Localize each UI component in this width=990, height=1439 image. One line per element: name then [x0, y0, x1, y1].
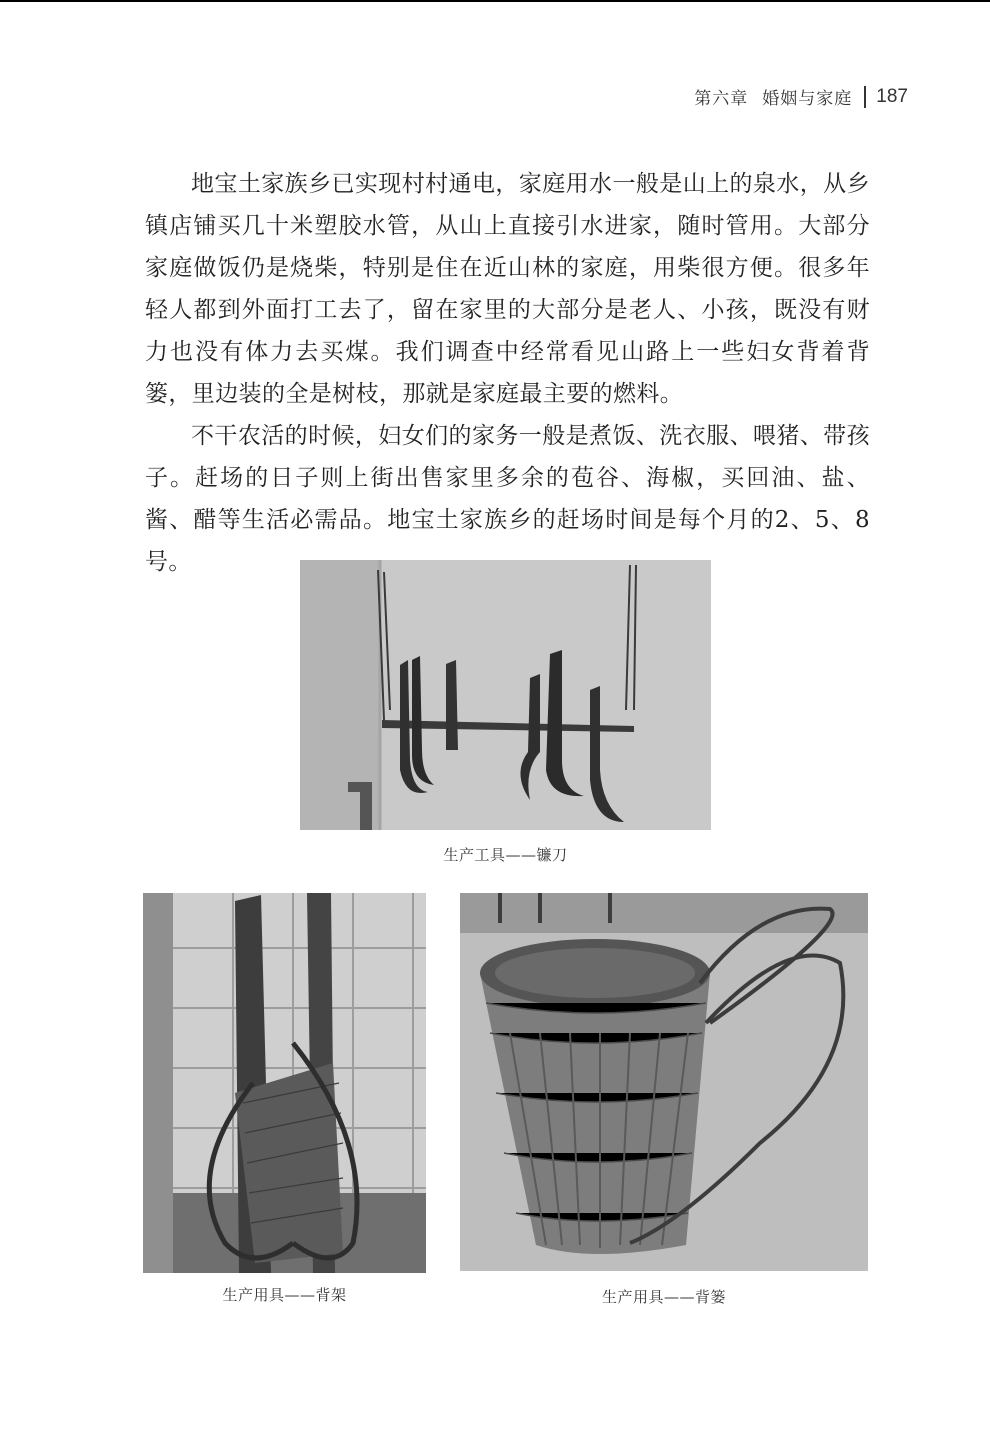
page-number: 187: [876, 85, 908, 107]
back-basket-caption: 生产用具——背篓: [601, 1288, 726, 1306]
paragraph-2: 不干农活的时候，妇女们的家务一般是煮饭、洗衣服、喂猪、带孩子。赶场的日子则上街出售家里多余的苞谷、海椒，买回油、盐、酱、醋等生活必需品。地宝土家族乡的赶场时间是每个月的2、5、8号。: [145, 423, 870, 575]
back-frame-photo: [143, 893, 426, 1273]
back-frame-caption: 生产用具——背架: [222, 1286, 347, 1304]
chapter-label: 第六章: [694, 89, 749, 109]
sickles-caption: 生产工具——镰刀: [443, 846, 568, 864]
body-text: [145, 163, 870, 583]
sickles-photo: [300, 560, 711, 830]
back-basket-photo: [460, 893, 868, 1271]
running-header: [694, 84, 908, 109]
page-top-rule: [0, 0, 990, 2]
header-divider: [864, 86, 866, 108]
paragraph-1: 地宝土家族乡已实现村村通电，家庭用水一般是山上的泉水，从乡镇店铺买几十米塑胶水管，从山上直接引水进家，随时管用。大部分家庭做饭仍是烧柴，特别是住在近山林的家庭，用柴很方便。很多年轻人都到外面打工去了，留在家里的大部分是老人、小孩，既没有财力也没有体力去买煤。我们调查中经常看见山路上一些妇女背着背篓，里边装的全是树枝，那就是家庭最主要的燃料。: [145, 171, 870, 407]
section-title: 婚姻与家庭: [762, 89, 853, 109]
